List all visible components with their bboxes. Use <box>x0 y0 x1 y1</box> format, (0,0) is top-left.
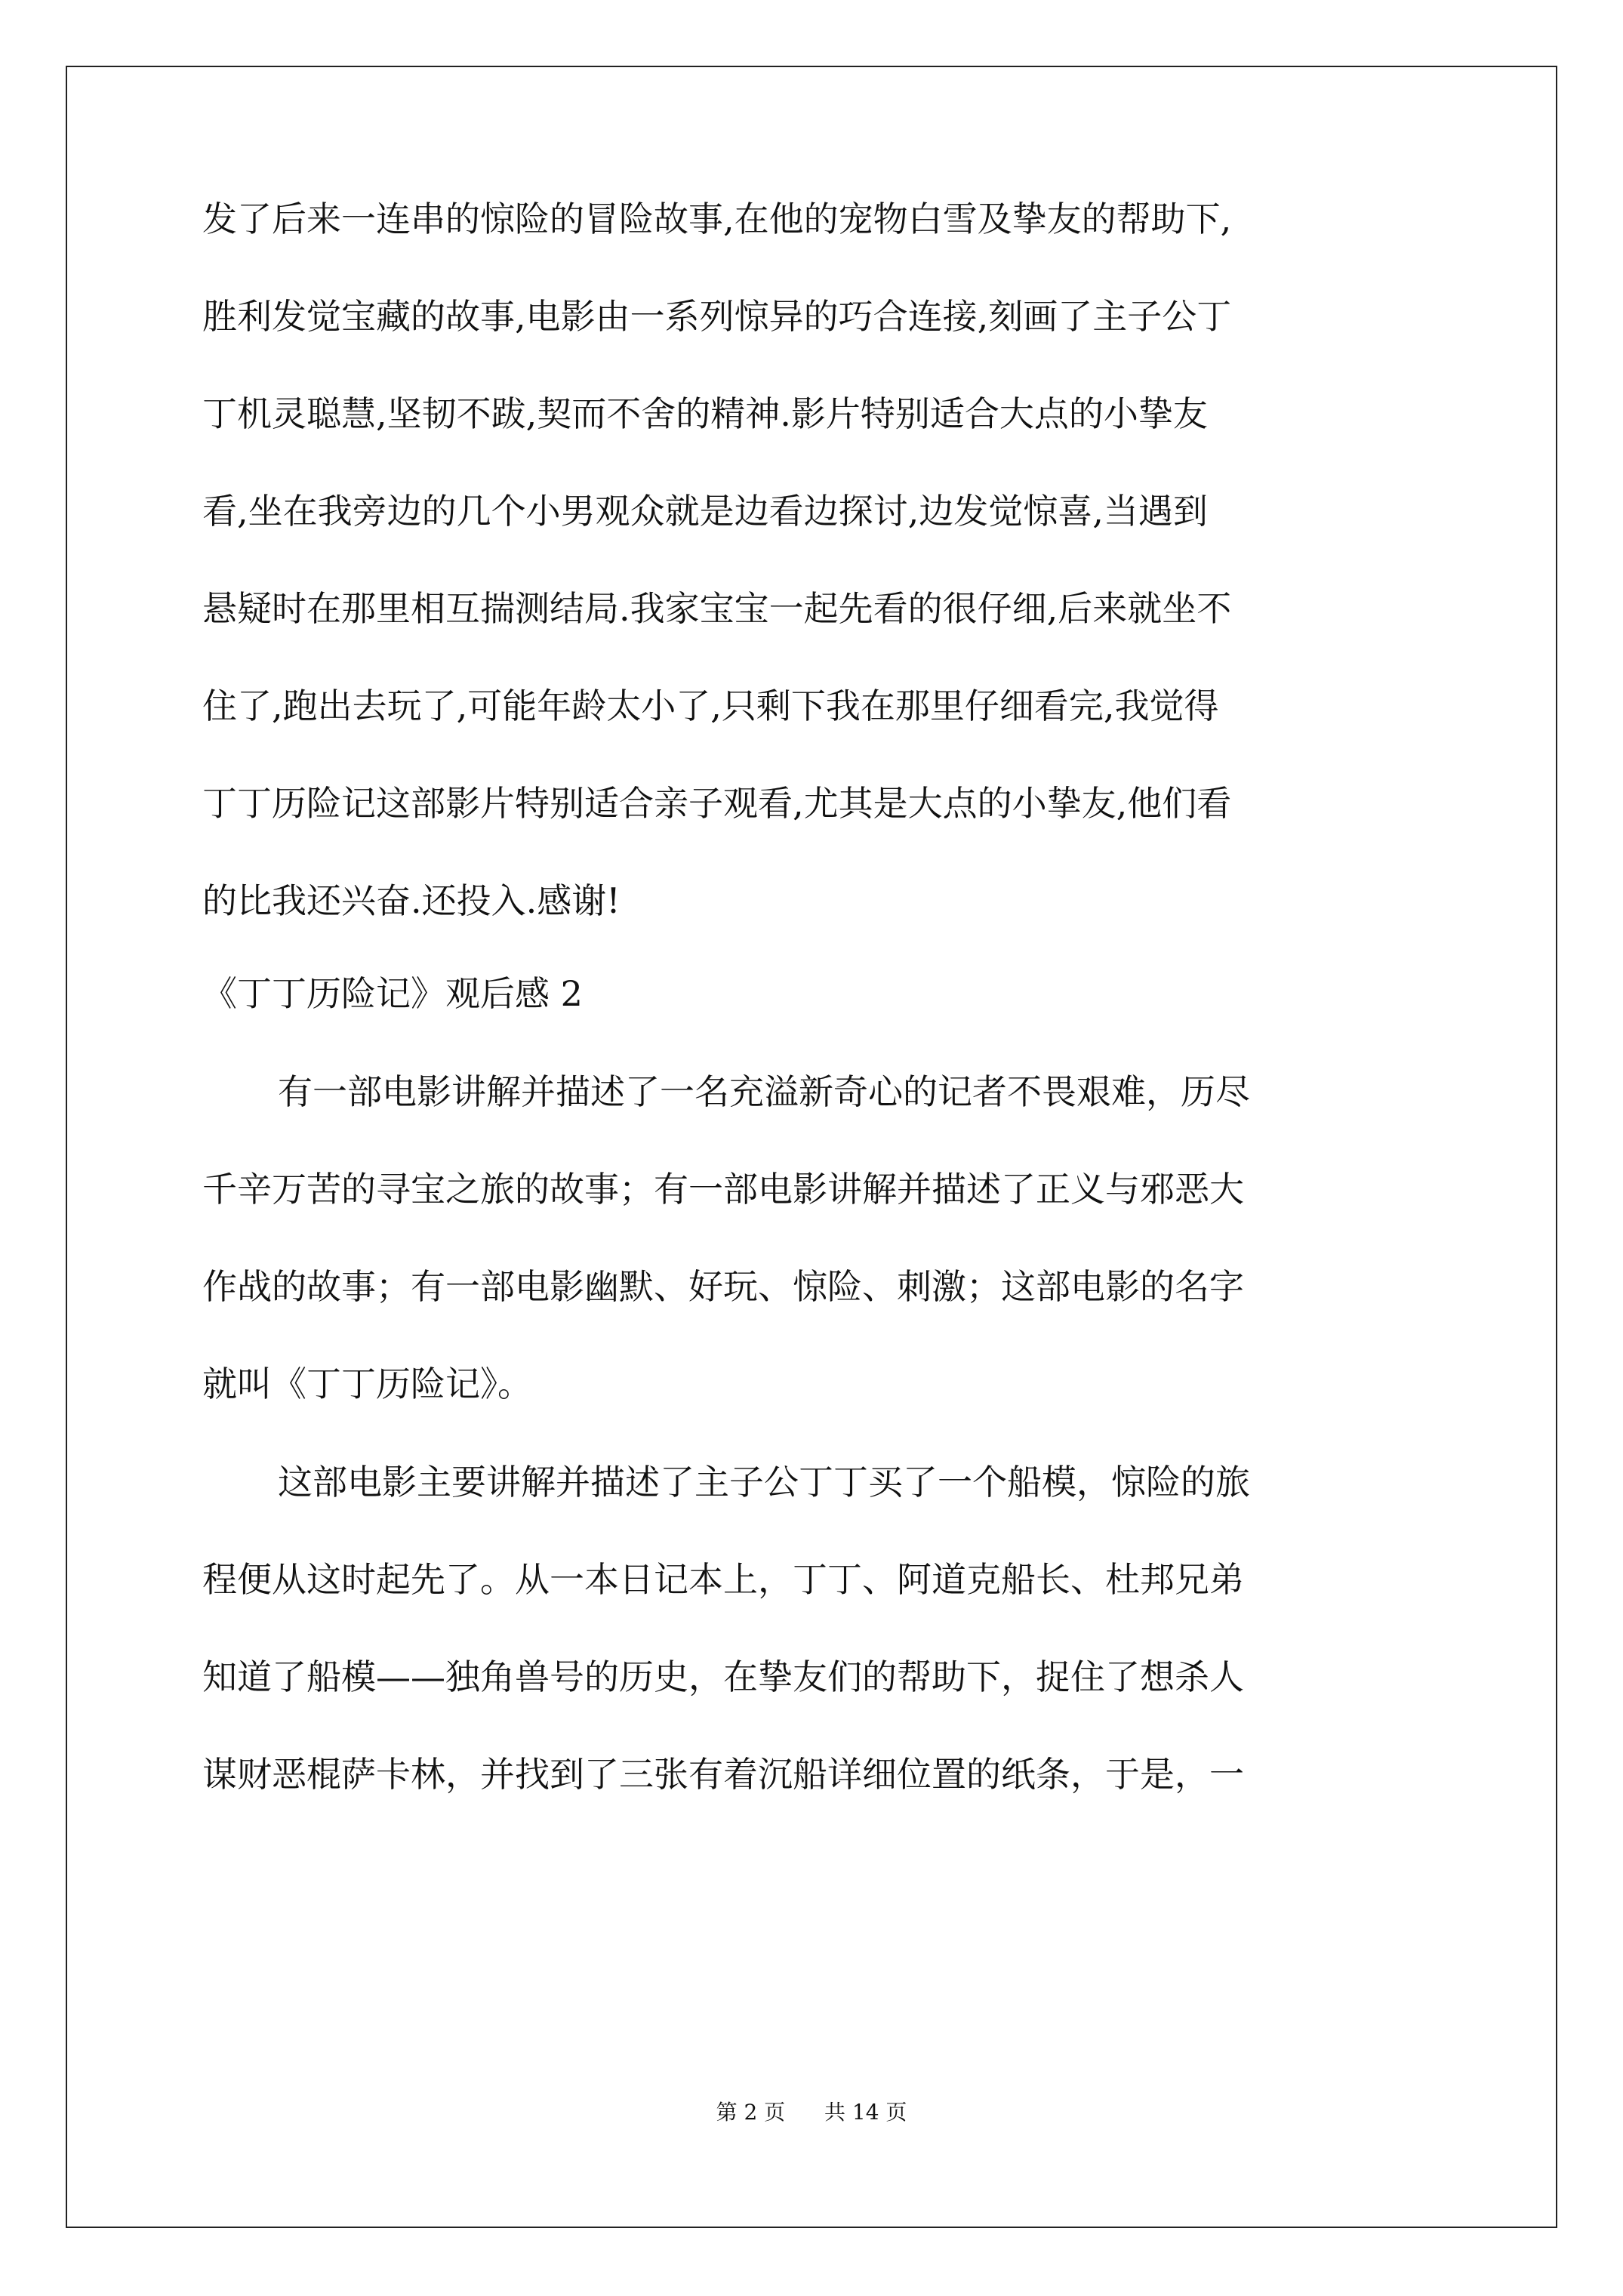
paragraph-2-line-4: 就叫《丁丁历险记》。 <box>202 1364 532 1404</box>
paragraph-1-line-7: 丁丁历险记这部影片特别适合亲子观看,尤其是大点的小挚友,他们看 <box>202 783 1232 824</box>
paragraph-1-line-3: 丁机灵聪慧,坚韧不跋,契而不舍的精神.影片特别适合大点的小挚友 <box>202 393 1208 434</box>
paragraph-2-line-1: 有一部电影讲解并描述了一名充溢新奇心的记者不畏艰难，历尽 <box>278 1071 1250 1112</box>
paragraph-1-line-5: 悬疑时在那里相互揣测结局.我家宝宝一起先看的很仔细,后来就坐不 <box>202 588 1232 629</box>
paragraph-3-line-2: 程便从这时起先了。从一本日记本上，丁丁、阿道克船长、杜邦兄弟 <box>202 1559 1244 1600</box>
paragraph-3-line-4: 谋财恶棍萨卡林，并找到了三张有着沉船详细位置的纸条，于是，一 <box>202 1754 1244 1795</box>
page-number: 第 2 页 <box>716 2100 786 2125</box>
page-footer <box>0 2097 1623 2128</box>
paragraph-1-line-2: 胜利发觉宝藏的故事,电影由一系列惊异的巧合连接,刻画了主子公丁 <box>202 296 1232 337</box>
paragraph-2-line-3: 作战的故事；有一部电影幽默、好玩、惊险、刺激；这部电影的名字 <box>202 1266 1244 1307</box>
paragraph-1-line-8: 的比我还兴奋.还投入.感谢! <box>202 880 621 921</box>
paragraph-3-line-3: 知道了船模——独角兽号的历史，在挚友们的帮助下，捉住了想杀人 <box>202 1657 1244 1697</box>
section-title: 《丁丁历险记》观后感 2 <box>202 973 583 1014</box>
paragraph-2-line-2: 千辛万苦的寻宝之旅的故事；有一部电影讲解并描述了正义与邪恶大 <box>202 1169 1244 1210</box>
paragraph-1-line-4: 看,坐在我旁边的几个小男观众就是边看边探讨,边发觉惊喜,当遇到 <box>202 491 1208 532</box>
paragraph-1-line-1: 发了后来一连串的惊险的冒险故事,在他的宠物白雪及挚友的帮助下, <box>202 199 1232 239</box>
paragraph-1-line-6: 住了,跑出去玩了,可能年龄太小了,只剩下我在那里仔细看完,我觉得 <box>202 686 1219 726</box>
page-total: 共 14 页 <box>824 2100 907 2125</box>
paragraph-3-line-1: 这部电影主要讲解并描述了主子公丁丁买了一个船模，惊险的旅 <box>278 1462 1250 1502</box>
